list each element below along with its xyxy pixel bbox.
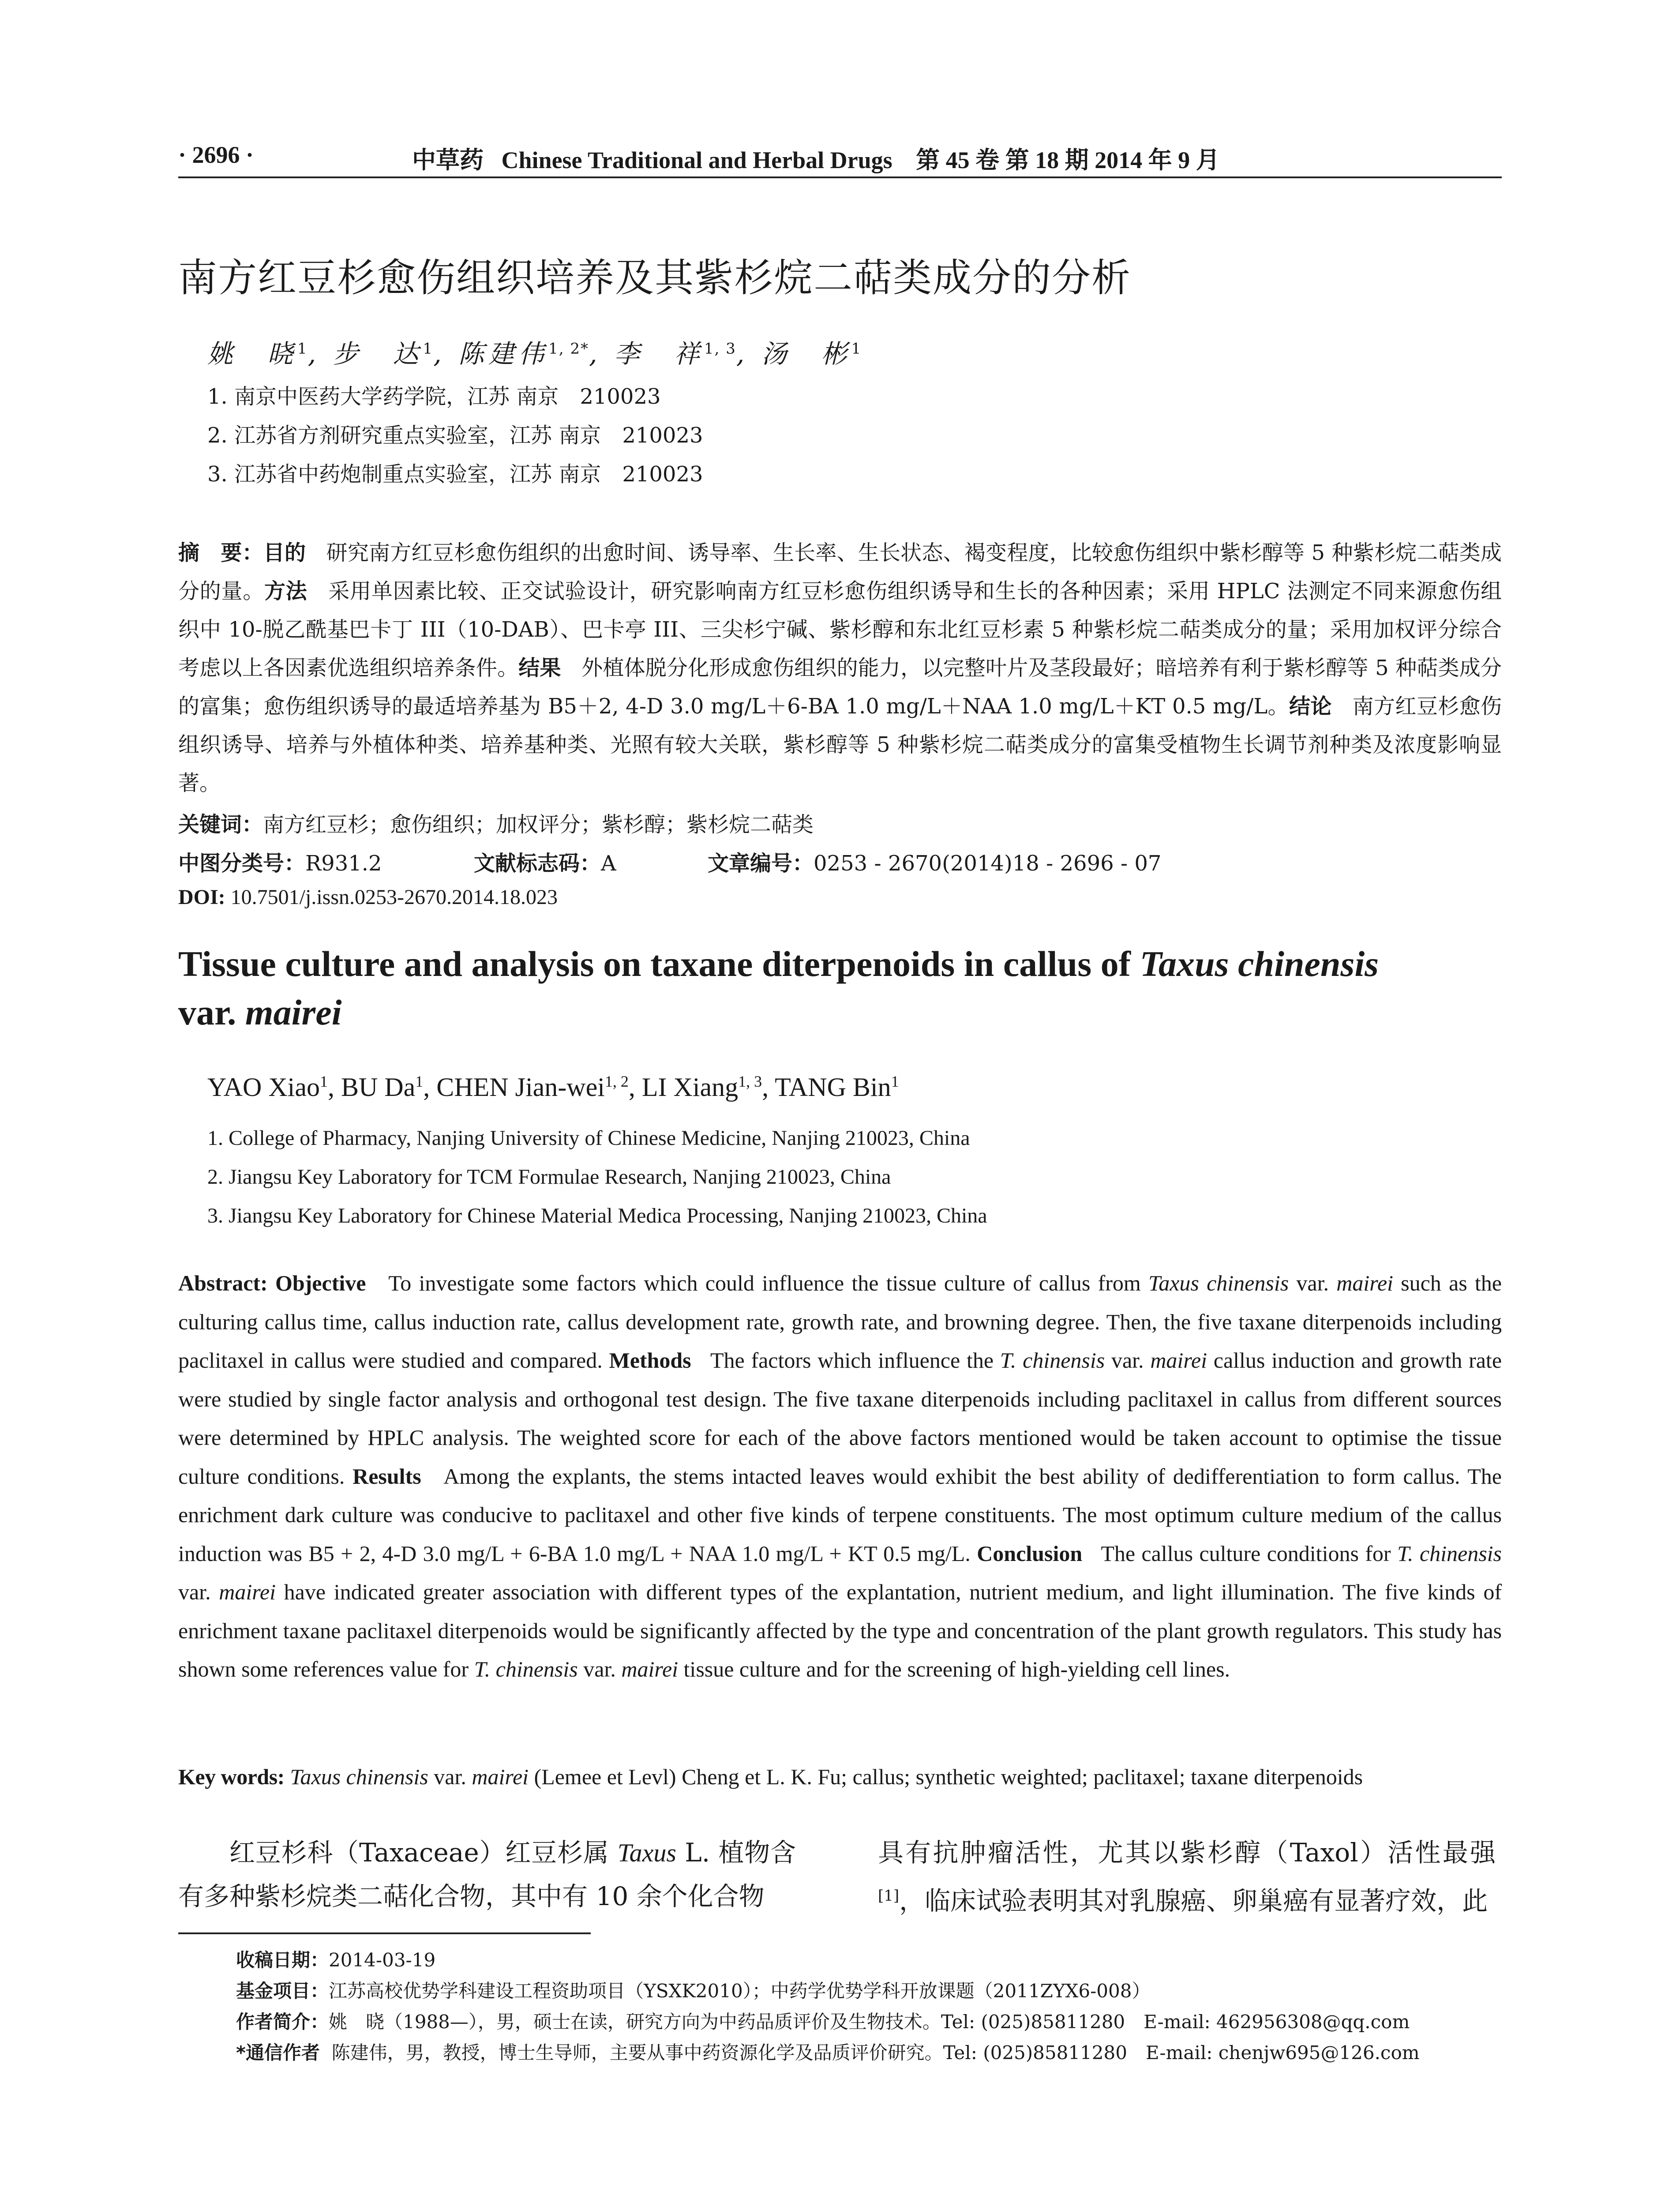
- en-author-sup: 1: [415, 1073, 424, 1090]
- en-conclusion-text: The callus culture conditions for: [1101, 1541, 1397, 1566]
- journal-issue: 第 45 卷 第 18 期 2014 年 9 月: [916, 147, 1220, 173]
- en-conclusion-label: Conclusion: [977, 1541, 1083, 1566]
- en-species-name: Taxus chinensis: [1148, 1271, 1289, 1295]
- body-column-left: [178, 1831, 796, 1918]
- footnote-fund: [236, 1977, 1150, 2003]
- clc-label: 中图分类号：: [178, 851, 306, 876]
- corresponding-label: *通信作者: [236, 2042, 320, 2063]
- zh-author-sup: 1, 2*: [548, 340, 589, 358]
- en-abstract-label: Abstract:: [178, 1271, 268, 1295]
- zh-methods-text: 采用单因素比较、正交试验设计，研究影响南方红豆杉愈伤组织诱导和生长的各种因素；采用 HPLC 法测定不同来源愈伤组织中 10-脱乙酰基巴卡丁 III（10-DAB）、巴卡亭 III、三尖杉宁碱、紫杉醇和东北红豆杉素 5 种紫杉烷二萜类成分的量；采用加权评分综合考虑以上各因素优选组织培养条件。: [178, 579, 1502, 680]
- body-text: 具有抗肿瘤活性，尤其以紫杉醇（Taxol）活性最强: [878, 1838, 1496, 1868]
- body-column-right: [878, 1831, 1496, 1922]
- en-author-sup: 1, 2: [604, 1073, 629, 1090]
- doi-label: DOI:: [178, 885, 225, 909]
- en-title-species: Taxus chinensis: [1140, 944, 1379, 984]
- en-var-text: var.: [1289, 1271, 1337, 1295]
- body-text: 红豆杉科（Taxaceae）红豆杉属: [229, 1838, 618, 1868]
- zh-objective-label: 目的: [263, 540, 306, 565]
- zh-keywords: [178, 807, 814, 838]
- footnote-corresponding: [236, 2038, 1420, 2065]
- en-conclusion-text: tissue culture and for the screening of high-yielding cell lines.: [678, 1657, 1230, 1681]
- body-text: ，临床试验表明其对乳腺癌、卵巢癌有显著疗效，此: [899, 1886, 1488, 1916]
- zh-classification: [178, 846, 1237, 876]
- en-author: BU Da: [341, 1073, 416, 1102]
- zh-title: 南方红豆杉愈伤组织培养及其紫杉烷二萜类成分的分析: [178, 255, 1132, 300]
- en-keyword-species: Taxus chinensis: [290, 1764, 428, 1789]
- en-author: TANG Bin: [775, 1073, 891, 1102]
- zh-author-list: 姚 晓$^1$, 步 达$^1$, 陈建伟$^{1, 2*}$, 李 祥$^{1, 3}$, 汤 彬$^1$: [207, 339, 862, 369]
- zh-affiliation: 2. 江苏省方剂研究重点实验室，江苏 南京 210023: [207, 423, 703, 448]
- body-genus: Taxus: [617, 1838, 676, 1867]
- zh-keywords-text: 南方红豆杉；愈伤组织；加权评分；紫杉醇；紫杉烷二萜类: [263, 812, 814, 837]
- en-objective-text: such as the culturing callus time, callus induction rate, callus development rate, growth rate, and browning degree. Then, the five taxane diterpenoids including paclitaxel in callus were studied and compared.: [178, 1271, 1502, 1373]
- doi-value: 10.7501/j.issn.0253-2670.2014.18.023: [230, 885, 558, 909]
- en-variety-name: mairei: [1150, 1348, 1207, 1373]
- footnote-author: [236, 2007, 1410, 2034]
- en-title-text: Tissue culture and analysis on taxane diterpenoids in callus of: [178, 944, 1140, 984]
- en-affiliation: 2. Jiangsu Key Laboratory for TCM Formulae Research, Nanjing 210023, China: [207, 1165, 891, 1189]
- en-variety-name: mairei: [219, 1579, 276, 1604]
- author-bio-text: 姚 晓（1988—），男，硕士在读，研究方向为中药品质评价及生物技术。Tel: (025)85811280 E-mail: 462956308@qq.com: [329, 2011, 1410, 2033]
- zh-conclusion-label: 结论: [1289, 694, 1332, 719]
- en-variety-name: mairei: [1336, 1271, 1393, 1295]
- fund-label: 基金项目：: [236, 1980, 329, 2002]
- en-keyword-variety: mairei: [472, 1764, 529, 1789]
- doi-line: [178, 885, 558, 909]
- en-author-list: YAO Xiao$^1$, BU Da$^1$, CHEN Jian-wei$^{1, 2}$, LI Xiang$^{1, 3}$, TANG Bin$^1$: [207, 1073, 899, 1102]
- en-methods-text: callus induction and growth rate were studied by single factor analysis and orthogonal test design. The five taxane diterpenoids including paclitaxel in callus from different sources were determined by HPLC analysis. The weighted score for each of the above factors mentioned would be taken account to optimise the tissue culture conditions.: [178, 1348, 1502, 1489]
- en-species-name: T. chinensis: [474, 1657, 578, 1681]
- fund-text: 江苏高校优势学科建设工程资助项目（YSXK2010）；中药学优势学科开放课题（2011ZYX6-008）: [329, 1980, 1151, 2002]
- page-number: · 2696 ·: [178, 142, 254, 168]
- zh-author: 步 达: [333, 339, 423, 369]
- en-affiliation: 3. Jiangsu Key Laboratory for Chinese Material Medica Processing, Nanjing 210023, China: [207, 1204, 987, 1227]
- body-text: L. 植物含有多种紫杉烷类二萜化合物，其中有 10 余个化合物: [178, 1838, 796, 1911]
- article-number-value: 0253 - 2670(2014)18 - 2696 - 07: [814, 851, 1162, 876]
- zh-affiliation: 1. 南京中医药大学药学院，江苏 南京 210023: [207, 384, 661, 409]
- doc-code: [474, 846, 616, 877]
- journal-name: [412, 141, 1220, 175]
- running-header: [178, 137, 1502, 181]
- journal-name-zh: 中草药: [412, 147, 484, 173]
- zh-affiliation: 3. 江苏省中药炮制重点实验室，江苏 南京 210023: [207, 462, 703, 487]
- doc-code-label: 文献标志码：: [474, 851, 601, 876]
- footnote-received: [236, 1946, 435, 1972]
- received-date: 2014-03-19: [329, 1949, 436, 1971]
- en-objective-text: To investigate some factors which could influence the tissue culture of callus from: [388, 1271, 1148, 1295]
- article-number: [708, 846, 1161, 877]
- footnote-rule: [178, 1932, 591, 1934]
- en-keywords-label: Key words:: [178, 1764, 285, 1789]
- en-title-variety: mairei: [245, 992, 342, 1032]
- zh-author-sup: 1: [851, 340, 862, 358]
- zh-results-label: 结果: [518, 656, 561, 680]
- zh-author-sup: 1: [423, 340, 434, 358]
- en-title: [178, 940, 1524, 1037]
- en-author: CHEN Jian-wei: [436, 1073, 605, 1102]
- zh-abstract-label: 摘 要：: [178, 540, 263, 565]
- en-species-name: T. chinensis: [1000, 1348, 1105, 1373]
- received-label: 收稿日期：: [236, 1949, 329, 1971]
- en-abstract: [178, 1264, 1502, 1689]
- en-variety-name: mairei: [621, 1657, 679, 1681]
- journal-name-en: Chinese Traditional and Herbal Drugs: [501, 147, 892, 173]
- zh-conclusion-text: 南方红豆杉愈伤组织诱导、培养与外植体种类、培养基种类、光照有较大关联，紫杉醇等 5 种紫杉烷二萜类成分的富集受植物生长调节剂种类及浓度影响显著。: [178, 694, 1502, 795]
- en-title-var: var.: [178, 992, 245, 1032]
- zh-author: 姚 晓: [207, 339, 298, 369]
- en-keyword-var: var.: [428, 1764, 472, 1789]
- en-methods-text: The factors which influence the: [710, 1348, 1000, 1373]
- en-results-label: Results: [352, 1463, 421, 1489]
- zh-author-sup: 1, 3: [704, 340, 736, 358]
- en-var-text: var.: [1105, 1348, 1151, 1373]
- en-species-name: T. chinensis: [1397, 1541, 1502, 1566]
- en-affiliation: 1. College of Pharmacy, Nanjing University of Chinese Medicine, Nanjing 210023, China: [207, 1126, 970, 1150]
- en-conclusion-text: have indicated greater association with different types of the explantation, nutrient medium, and light illumination. The five kinds of enrichment taxane paclitaxel diterpenoids would be significantly affected by the type and concentration of the plant growth regulators. This study has shown some references value for: [178, 1579, 1502, 1681]
- zh-author: 李 祥: [614, 339, 704, 369]
- en-objective-label: Objective: [275, 1271, 366, 1295]
- en-keywords: [178, 1764, 1524, 1790]
- en-author-sup: 1, 3: [738, 1073, 762, 1090]
- zh-methods-label: 方法: [264, 579, 308, 604]
- zh-author: 汤 彬: [761, 339, 851, 369]
- zh-objective-text: 研究南方红豆杉愈伤组织的出愈时间、诱导率、生长率、生长状态、褐变程度，比较愈伤组织中紫杉醇等 5 种紫杉烷二萜类成分的量。: [178, 540, 1502, 604]
- author-bio-label: 作者简介：: [236, 2011, 329, 2033]
- zh-abstract: [178, 534, 1502, 803]
- zh-author-sup: 1: [297, 340, 308, 358]
- article-number-label: 文章编号：: [708, 851, 814, 876]
- en-author: YAO Xiao: [207, 1073, 320, 1102]
- en-keywords-text: (Lemee et Levl) Cheng et L. K. Fu; callus; synthetic weighted; paclitaxel; taxane diterpenoids: [529, 1764, 1363, 1789]
- en-author-sup: 1: [319, 1073, 328, 1090]
- en-results-text: Among the explants, the stems intacted leaves would exhibit the best ability of dedifferentiation to form callus. The enrichment dark culture was conducive to paclitaxel and other five kinds of terpene constituents. The most optimum culture medium of the callus induction was B5 + 2, 4-D 3.0 mg/L + 6-BA 1.0 mg/L + NAA 1.0 mg/L + KT 0.5 mg/L.: [178, 1463, 1502, 1566]
- en-author: LI Xiang: [641, 1073, 739, 1102]
- en-author-sup: 1: [891, 1073, 899, 1090]
- en-var-text: var.: [178, 1579, 219, 1604]
- header-rule: [178, 176, 1502, 178]
- clc-value: R931.2: [305, 851, 382, 876]
- en-var-text: var.: [578, 1657, 622, 1681]
- en-methods-label: Methods: [609, 1348, 691, 1373]
- corresponding-text: 陈建伟，男，教授，博士生导师，主要从事中药资源化学及品质评价研究。Tel: (025)85811280 E-mail: chenjw695@126.com: [331, 2042, 1420, 2063]
- citation-ref: [1]: [878, 1887, 900, 1905]
- doc-code-value: A: [601, 851, 616, 876]
- zh-keywords-label: 关键词：: [178, 812, 263, 837]
- zh-author: 陈建伟: [458, 339, 549, 369]
- zh-results-text: 外植体脱分化形成愈伤组织的能力，以完整叶片及茎段最好；暗培养有利于紫杉醇等 5 种萜类成分的富集；愈伤组织诱导的最适培养基为 B5＋2, 4-D 3.0 mg/L＋6-BA 1.0 mg/L＋NAA 1.0 mg/L＋KT 0.5 mg/L。: [178, 656, 1502, 719]
